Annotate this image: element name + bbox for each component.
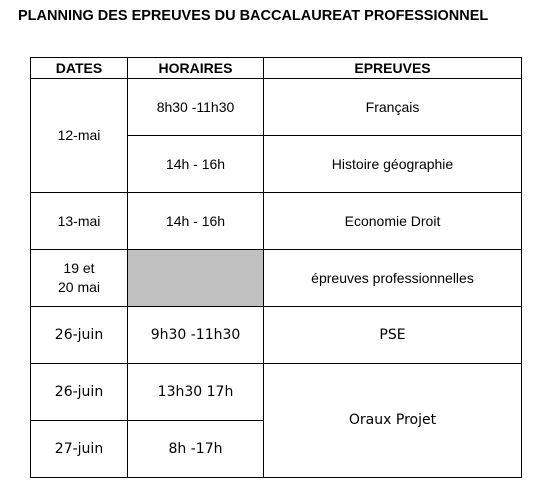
date-cell: 13-mai: [31, 193, 128, 250]
date-cell: 26-juin: [31, 307, 128, 364]
time-cell: 8h -17h: [128, 421, 264, 478]
table-row: [31, 250, 522, 307]
column-header-epreuves: EPREUVES: [264, 58, 522, 79]
column-header-horaires: HORAIRES: [128, 58, 264, 79]
exam-schedule-table: [30, 57, 522, 478]
table-row: [31, 307, 522, 364]
date-line-2: 20 mai: [57, 279, 101, 295]
date-cell: 27-juin: [31, 421, 128, 478]
exam-cell: Français: [264, 79, 522, 136]
date-cell: 26-juin: [31, 364, 128, 421]
table-row: [31, 364, 522, 421]
date-line-1: 19 et: [63, 260, 95, 276]
date-cell: 12-mai: [31, 79, 128, 193]
empty-time-cell: [128, 250, 264, 307]
date-cell: [31, 250, 128, 307]
exam-cell: Oraux Projet: [264, 364, 522, 478]
exam-cell: PSE: [264, 307, 522, 364]
table-row: [31, 193, 522, 250]
time-cell: 8h30 -11h30: [128, 79, 264, 136]
time-cell: 14h - 16h: [128, 193, 264, 250]
table-row: [31, 79, 522, 136]
date-cell-text: [58, 259, 100, 297]
exam-cell: Histoire géographie: [264, 136, 522, 193]
exam-cell: épreuves professionnelles: [264, 250, 522, 307]
table-header-row: [31, 58, 522, 79]
column-header-dates: DATES: [31, 58, 128, 79]
exam-cell: Economie Droit: [264, 193, 522, 250]
time-cell: 13h30 17h: [128, 364, 264, 421]
page-title: PLANNING DES EPREUVES DU BACCALAUREAT PROFESSIONNEL: [18, 8, 489, 24]
time-cell: 14h - 16h: [128, 136, 264, 193]
time-cell: 9h30 -11h30: [128, 307, 264, 364]
